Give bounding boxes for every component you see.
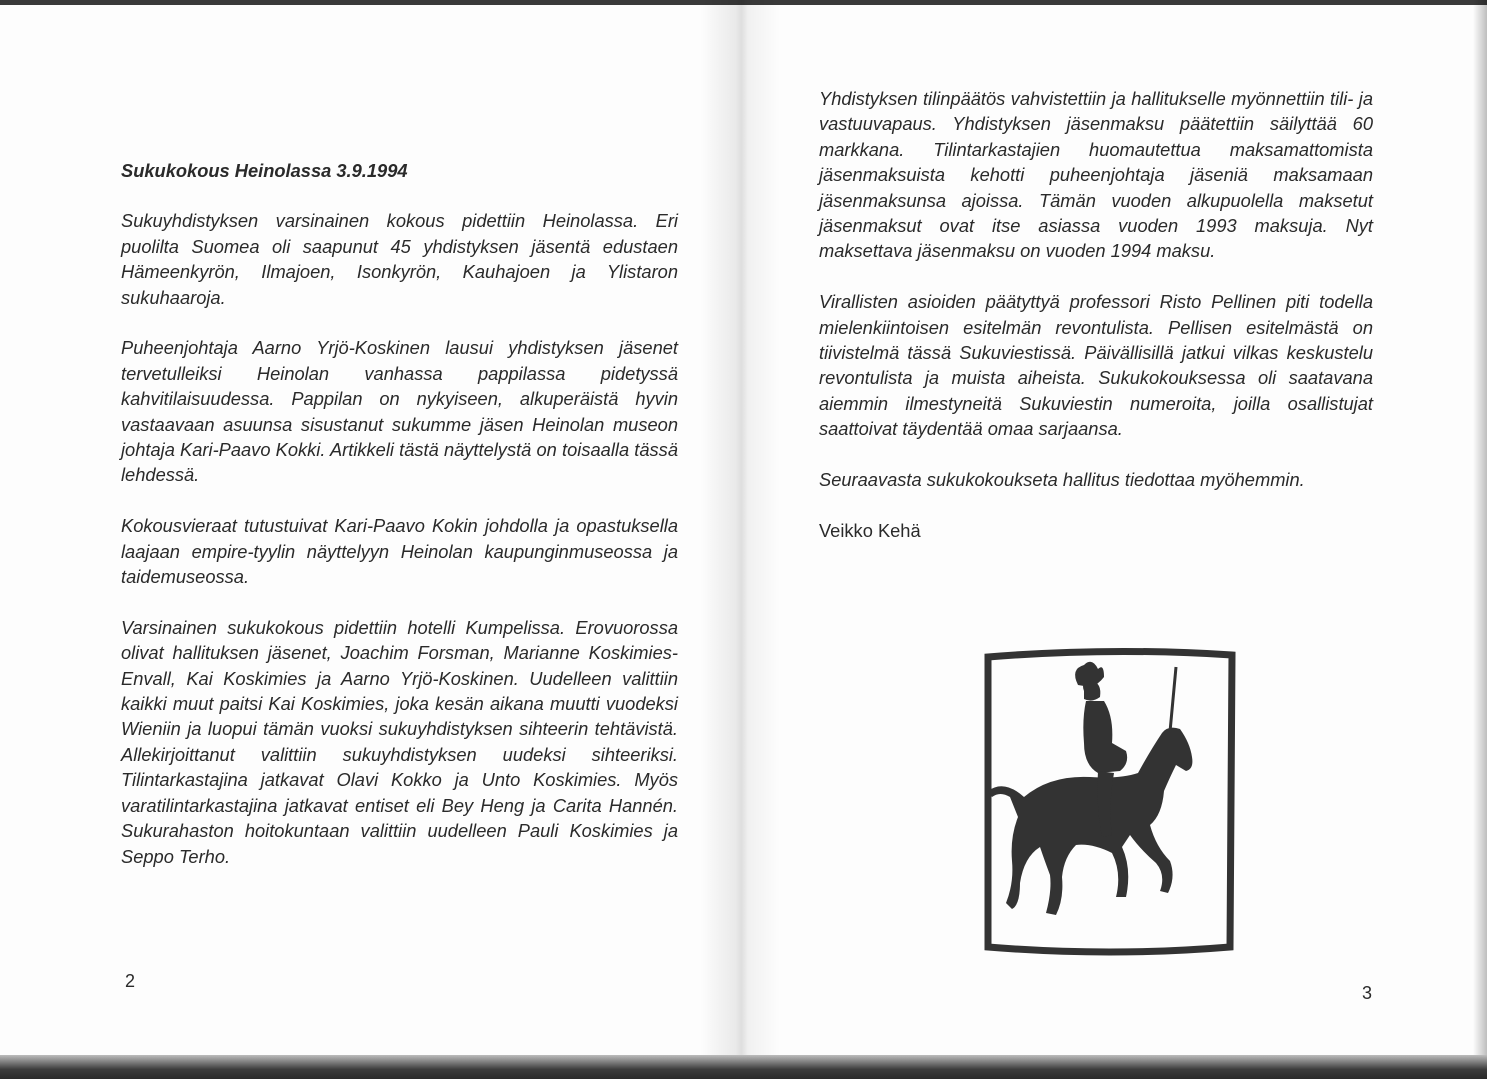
right-page	[745, 0, 1487, 1055]
paragraph: Sukuyhdistyksen varsinainen kokous pidettiin Heinolassa. Eri puolilta Suomea oli saapunut 45 yhdistyksen jäsentä edustaen Hämeenkyrön, Ilmajoen, Isonkyrön, Kauhajoen ja Ylistaron sukuhaaroja.	[121, 210, 678, 308]
page-number: 3	[1362, 983, 1373, 1003]
left-text-column	[121, 158, 678, 894]
paragraph: Kokousvieraat tutustuivat Kari-Paavo Kokin johdolla ja opastuksella laajaan empire-tyylin näyttelyyn Heinolan kaupunginmuseossa ja taidemuseossa.	[121, 515, 678, 588]
left-page	[0, 0, 745, 1055]
knight-on-horse-emblem-icon	[980, 647, 1240, 957]
article-heading: Sukukokous Heinolassa 3.9.1994	[121, 160, 408, 181]
paragraph: Puheenjohtaja Aarno Yrjö-Koskinen lausui yhdistyksen jäsenet tervetulleiksi Heinolan vanhassa pappilassa pidetyssä kahvitilaisuudessa. Pappilan on nykyiseen, alkuperäistä hyvin vastaavaan asuunsa sisustanut sukumme jäsen Heinolan museon johtaja Kari-Paavo Kokki. Artikkeli tästä näyttelystä on toisaalla tässä lehdessä.	[121, 337, 678, 486]
signature: Veikko Kehä	[819, 519, 921, 541]
paragraph: Virallisten asioiden päätyttyä professori Risto Pellinen piti todella mielenkiintoisen esitelmän revontulista. Pellisen esitelmästä on tiivistelmä tässä Sukuviestissä. Päivällisillä jatkui vilkas keskustelu revontulista ja muista aiheista. Sukukokouksessa oli saatavana aiemmin ilmestyneitä Sukuviestin numeroita, joilla osallistujat saattoivat täydentää omaa sarjaansa.	[819, 291, 1373, 440]
book-gutter-shadow	[700, 0, 780, 1055]
right-text-column	[819, 86, 1373, 569]
scan-bottom-edge	[0, 1055, 1487, 1079]
paragraph: Varsinainen sukukokous pidettiin hotelli Kumpelissa. Erovuorossa olivat hallituksen jäsenet, Joachim Forsman, Marianne Koskimies-Envall, Kai Koskimies ja Aarno Yrjö-Koskinen. Uudelleen valittiin kaikki muut paitsi Kai Koskimies, joka kesän aikana muutti vuodeksi Wieniin ja luopui tämän vuoksi sukuyhdistyksen sihteerin tehtävistä. Allekirjoittanut valittiin sukuyhdistyksen uudeksi sihteeriksi. Tilintarkastajina jatkavat Olavi Kokko ja Unto Koskimies. Myös varatilintarkastajina jatkavat entiset eli Bey Heng ja Carita Hannén. Sukurahaston hoitokuntaan valittiin uudelleen Pauli Koskimies ja Seppo Terho.	[121, 616, 678, 867]
page-number: 2	[125, 971, 136, 991]
paragraph: Yhdistyksen tilinpäätös vahvistettiin ja hallitukselle myönnettiin tili- ja vastuuvapaus. Yhdistyksen jäsenmaksu päätettiin säilyttää 60 markkana. Tilintarkastajien huomautettua maksamattomista jäsenmaksuista kehotti puheenjohtaja jäseniä maksamaan jäsenmaksunsa ajoissa. Tämän vuoden alkupuolella maksetut jäsenmaksut ovat itse asiassa vuoden 1993 maksuja. Nyt maksettava jäsenmaksu on vuoden 1994 maksu.	[819, 88, 1373, 262]
paragraph: Seuraavasta sukukokoukseta hallitus tiedottaa myöhemmin.	[819, 469, 1305, 491]
scan-right-edge	[1473, 0, 1487, 1055]
